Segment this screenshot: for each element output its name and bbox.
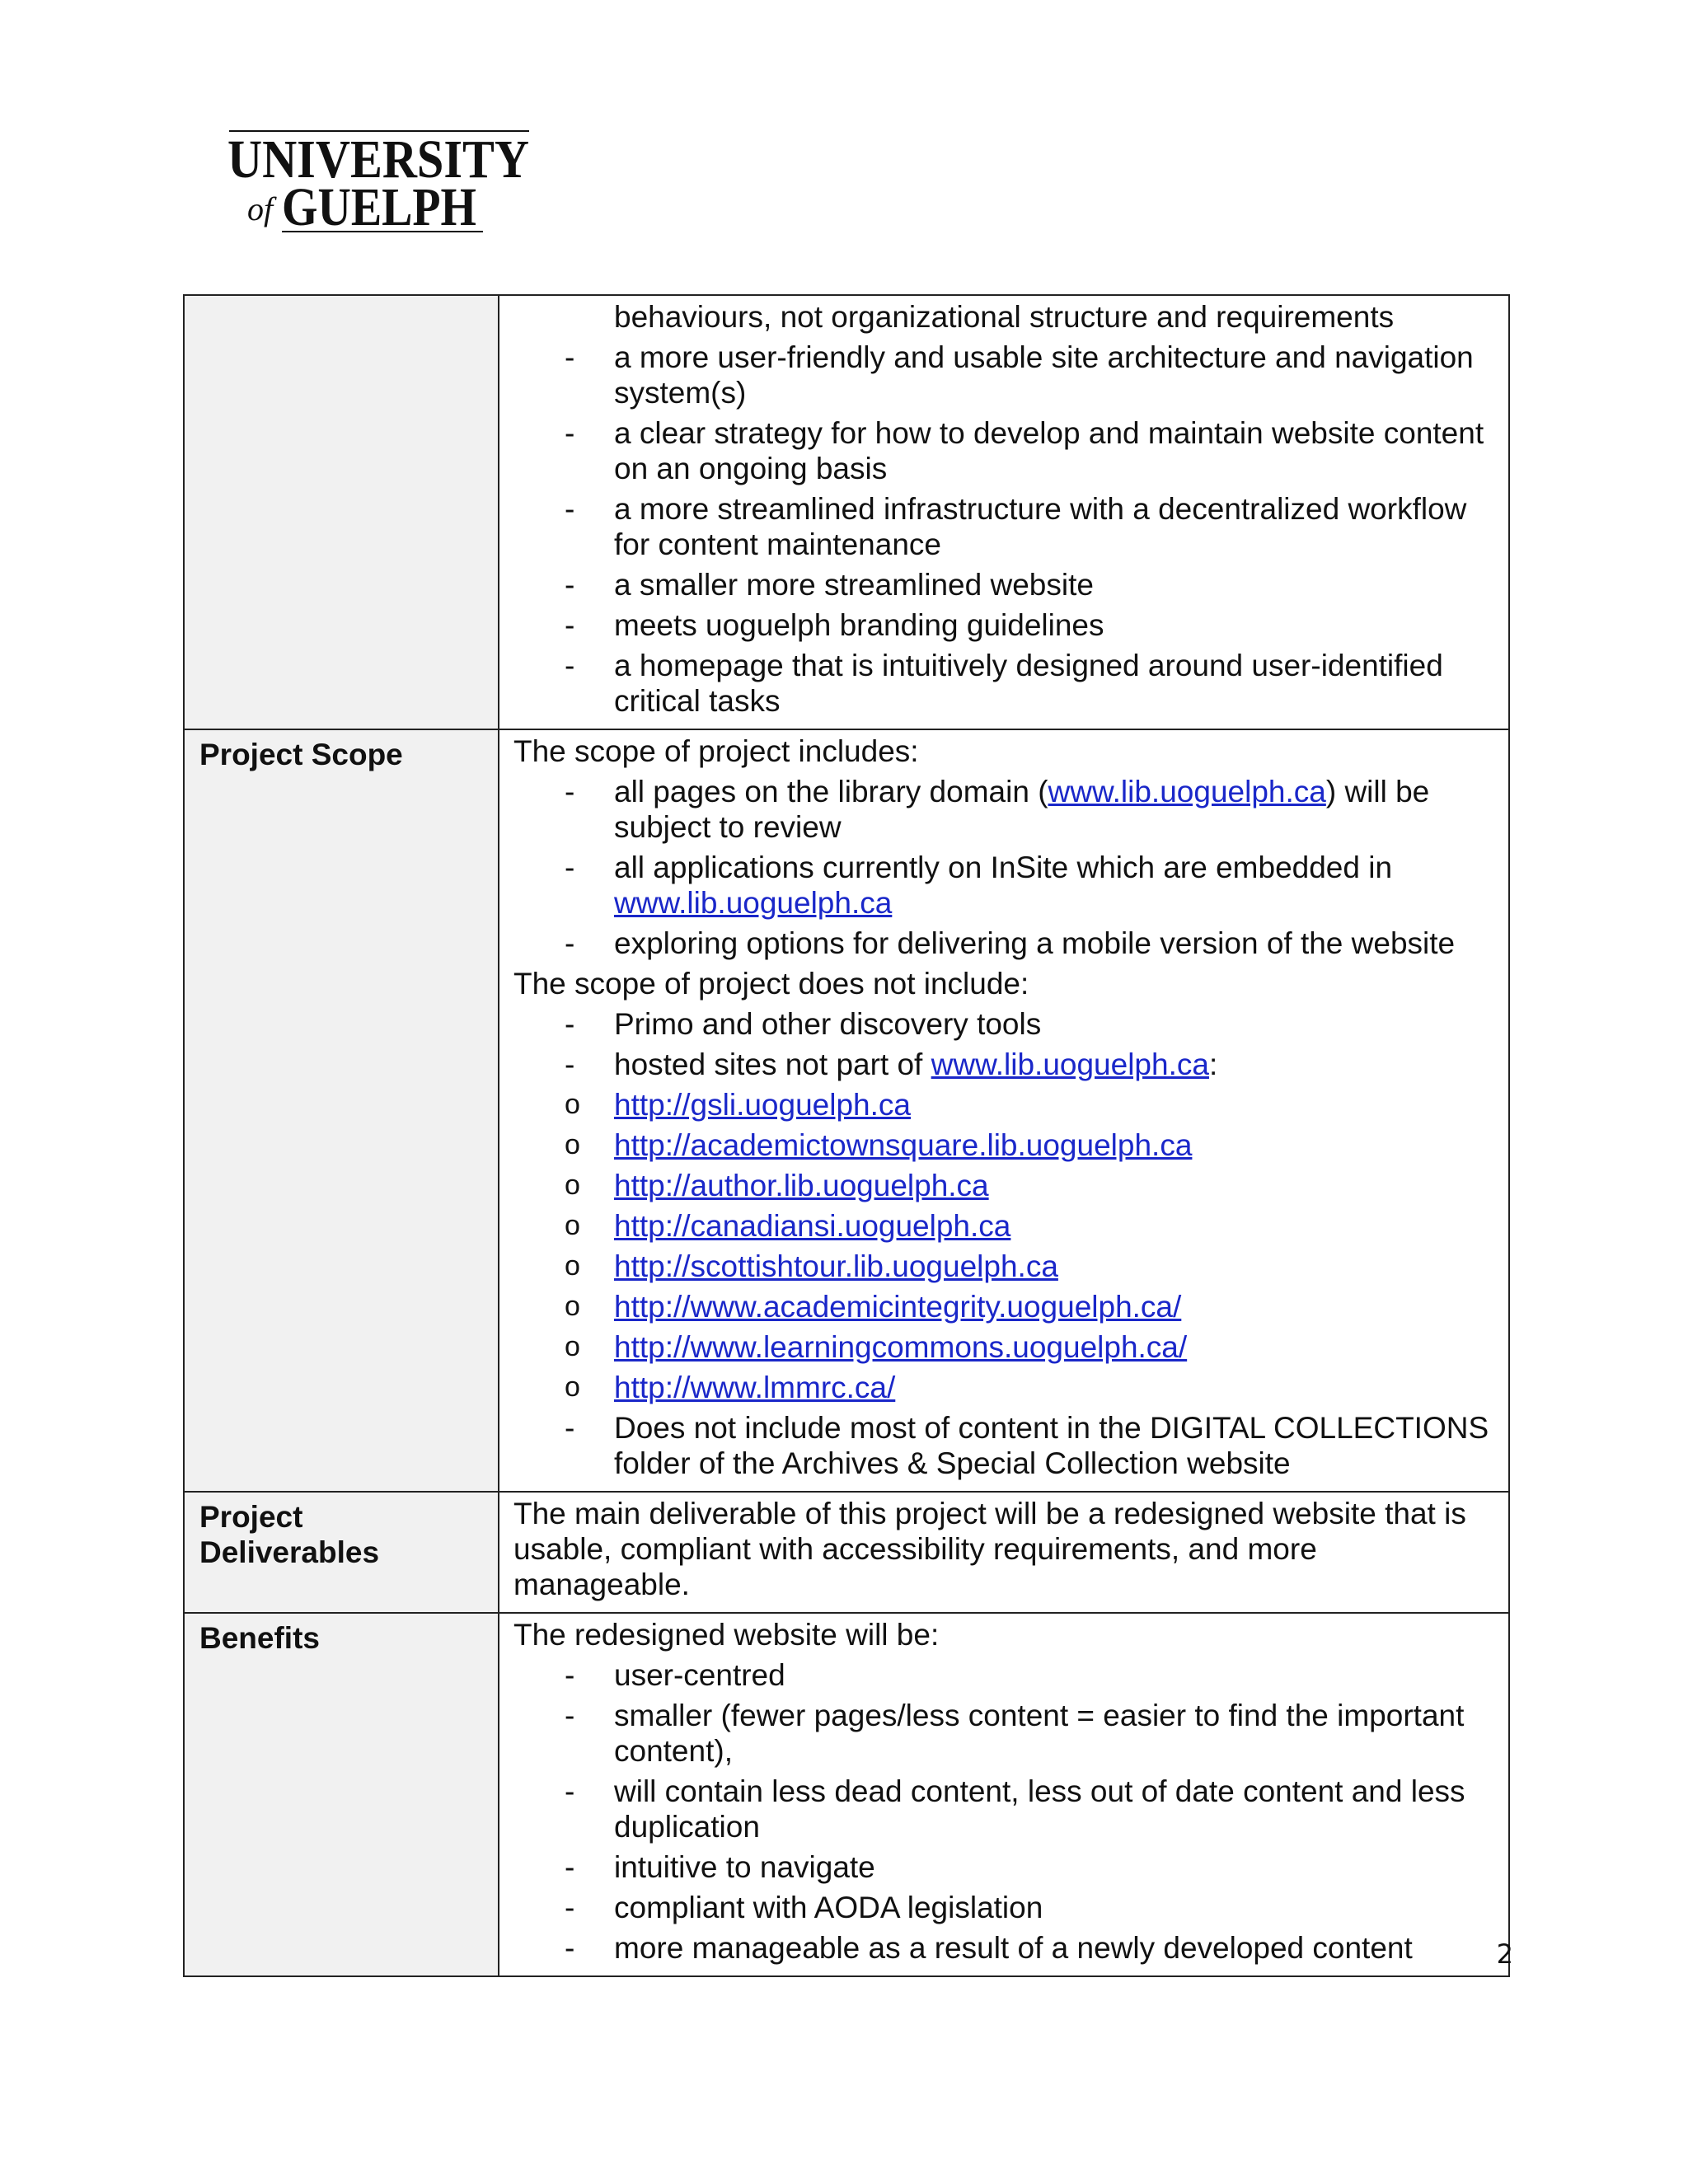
hosted-site-link[interactable]: http://academictownsquare.lib.uoguelph.ca [614,1128,1193,1162]
benefits-label: Benefits [184,1613,499,1976]
list-item [513,1370,1497,1405]
hosted-site-link[interactable]: http://author.lib.uoguelph.ca [614,1169,989,1202]
text-span: hosted sites not part of [614,1047,931,1081]
list-item: - a clear strategy for how to develop and maintain website content on an ongoing basis [513,415,1497,486]
list-item: - a homepage that is intuitively designed around user-identified critical tasks [513,648,1497,719]
list-item: - user-centred [513,1657,1497,1693]
scope-excludes-intro: The scope of project does not include: [513,967,1029,1001]
hosted-site-link[interactable]: http://gsli.uoguelph.ca [614,1088,911,1122]
table-row [184,1492,1509,1613]
list-item [513,774,1497,845]
logo-line-university: UNIVERSITY [227,129,529,190]
list-item: - Does not include most of content in the DIGITAL COLLECTIONS folder of the Archives & Special Collection website [513,1410,1497,1481]
table-row [184,729,1509,1492]
scope-excludes-list [513,1006,1497,1082]
list-item: - a smaller more streamlined website [513,567,1497,602]
list-item [513,1329,1497,1365]
hosted-site-link[interactable]: http://www.academicintegrity.uoguelph.ca/ [614,1290,1182,1324]
text-span: all applications currently on InSite which are embedded in [614,851,1393,884]
list-item [513,1087,1497,1122]
benefits-list [513,1657,1497,1966]
scope-includes-intro: The scope of project includes: [513,734,919,768]
label-line: Deliverables [199,1535,380,1569]
list-item: - a more streamlined infrastructure with a decentralized workflow for content maintenance [513,491,1497,562]
list-item: - Primo and other discovery tools [513,1006,1497,1042]
text-span: all pages on the library domain ( [614,775,1048,808]
list-item [513,850,1497,921]
university-logo [223,128,536,235]
list-item [513,1249,1497,1284]
project-scope-label: Project Scope [184,729,499,1492]
hosted-site-link[interactable]: http://www.lmmrc.ca/ [614,1371,896,1404]
list-item [513,1208,1497,1244]
library-domain-link[interactable]: www.lib.uoguelph.ca [614,886,893,920]
text-span: ) will be subject to review [614,775,1430,844]
project-deliverables-cell [499,1492,1509,1613]
list-item: - a more user-friendly and usable site architecture and navigation system(s) [513,340,1497,410]
hosted-sites-list [513,1087,1497,1405]
library-domain-link[interactable]: www.lib.uoguelph.ca [931,1047,1209,1081]
list-item: - intuitive to navigate [513,1849,1497,1885]
project-deliverables-label [184,1492,499,1613]
list-item [513,1127,1497,1163]
list-item: - meets uoguelph branding guidelines [513,607,1497,643]
list-item: - will contain less dead content, less out of date content and less duplication [513,1774,1497,1844]
project-scope-cell [499,729,1509,1492]
list-item [513,1289,1497,1324]
list-item [513,1047,1497,1082]
list-item: - smaller (fewer pages/less content = easier to find the important content), [513,1698,1497,1769]
page-number: 2 [1496,1938,1513,1970]
benefits-intro: The redesigned website will be: [513,1618,940,1652]
hosted-site-link[interactable]: http://www.learningcommons.uoguelph.ca/ [614,1330,1188,1364]
scope-includes-list [513,774,1497,961]
label-line: Project [199,1500,303,1534]
goals-continued-cell [499,295,1509,729]
benefits-cell [499,1613,1509,1976]
list-item: - exploring options for delivering a mobile version of the website [513,926,1497,961]
continued-text: behaviours, not organizational structure and requirements [614,300,1395,334]
scope-excludes-list-continued [513,1410,1497,1481]
library-domain-link[interactable]: www.lib.uoguelph.ca [1048,775,1326,808]
list-item [513,1168,1497,1203]
table-row [184,295,1509,729]
hosted-site-link[interactable]: http://scottishtour.lib.uoguelph.ca [614,1249,1058,1283]
row-label-cell [184,295,499,729]
list-item: - compliant with AODA legislation [513,1890,1497,1925]
goals-list [513,340,1497,719]
list-item: - more manageable as a result of a newly developed content [513,1930,1497,1966]
text-span: : [1208,1047,1218,1081]
hosted-site-link[interactable]: http://canadiansi.uoguelph.ca [614,1209,1011,1243]
logo-line-guelph: GUELPH [282,177,476,235]
project-charter-table [183,294,1510,1977]
logo-prefix-of: of [247,190,274,227]
table-row [184,1613,1509,1976]
deliverables-text: The main deliverable of this project will be a redesigned website that is usable, compliant with accessibility requirements, and more manageable. [513,1497,1466,1601]
